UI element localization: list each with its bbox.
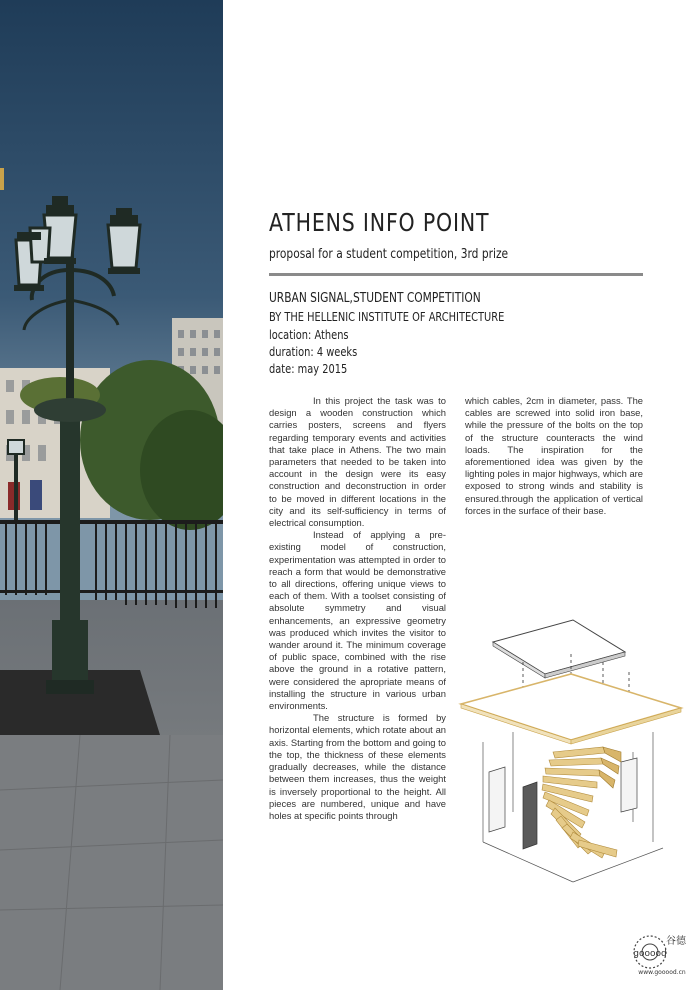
paragraph-2: Instead of applying a pre-existing model of construction, experimentation was attempted in order to reach a form that would be demonstrative to all directions, offering unique views to each of them. With a toolset consisting of absolute symmetry and visual enhancements, an expressive geometry was produced which invites the visitor to wander around it. The minimum coverage of public space, combined with the rise above the ground in a rotative pattern, were considered the apropriate means of installing the structure in various urban environments. (269, 529, 446, 712)
page-subtitle: proposal for a student competition, 3rd prize (269, 247, 509, 262)
divider-rule (269, 273, 643, 276)
paragraph-1: In this project the task was to design a wooden construction which carries posters, screens and flyers regarding temporary events and activities that take place in Athens. The two main parameters that needed to be taken into account in the design were its easy construction and deconstruction in order to be moved in different locations in the city and its self-sufficiency in terms of electrical consumption. (269, 395, 446, 529)
watermark-cn: 谷德 (666, 936, 686, 947)
hero-photo (0, 0, 223, 990)
exploded-structure-diagram (453, 612, 693, 890)
competition-name: URBAN SIGNAL,STUDENT COMPETITION (269, 291, 481, 306)
location-line: location: Athens (269, 328, 349, 342)
gooood-watermark-logo (628, 922, 690, 980)
date-line: date: may 2015 (269, 362, 348, 376)
athens-street-lamp-photo (0, 0, 223, 990)
text-column-left (269, 395, 446, 822)
organizer-name: BY THE HELLENIC INSTITUTE OF ARCHITECTURE (269, 310, 505, 324)
watermark-text: gooood (633, 949, 667, 959)
page-title: ATHENS INFO POINT (269, 208, 490, 237)
project-meta (269, 289, 504, 378)
text-column-right (465, 395, 643, 517)
duration-line: duration: 4 weeks (269, 345, 358, 359)
watermark-url: www.gooood.cn (638, 969, 686, 976)
paragraph-4: which cables, 2cm in diameter, pass. The cables are screwed into solid iron base, while the pressure of the bolts on the top of the structure counteracts the wind loads. The inspiration for the aforementioned idea was given by the lighting poles in major highways, which are exposed to strong winds and stability is ensured.through the application of vertical forces in the surface of their base. (465, 395, 643, 516)
article-content (223, 0, 700, 990)
paragraph-3: The structure is formed by horizontal elements, which rotate about an axis. Starting from the bottom and going to the top, the thickness of these elements gradually decreases, while the distance between them increases, thus the weight is inversely proportional to the height. All pieces are numbered, unique and have holes at specific points through (269, 712, 446, 821)
